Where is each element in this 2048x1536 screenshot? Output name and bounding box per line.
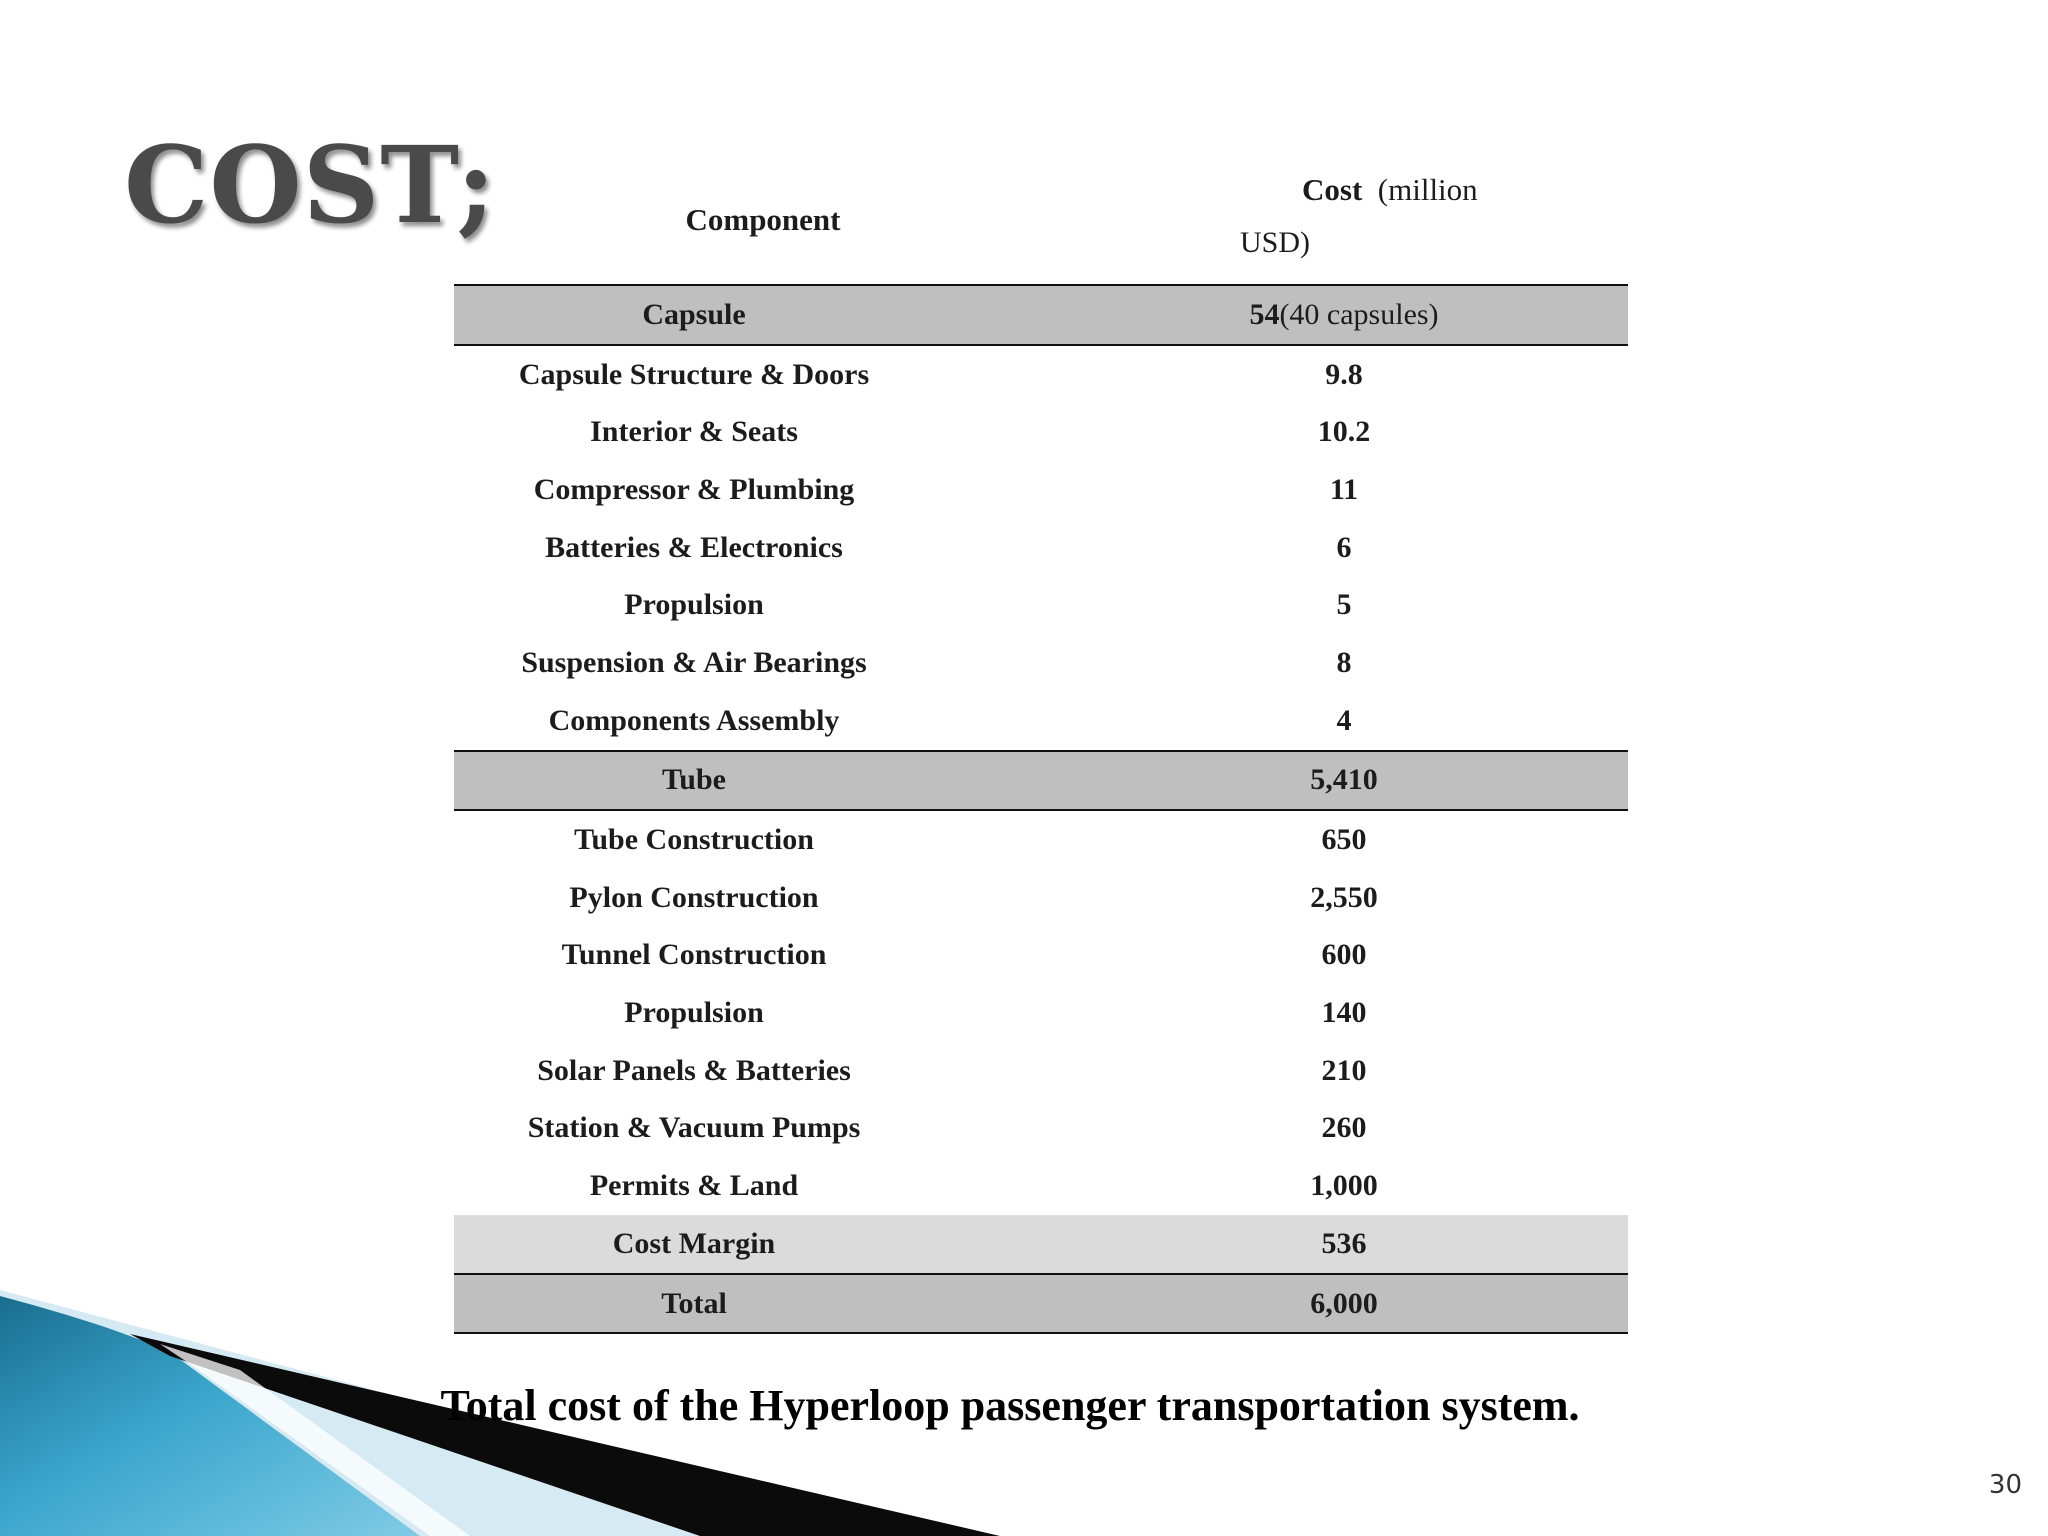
component-cell: Propulsion: [624, 996, 764, 1030]
component-cell: Capsule Structure & Doors: [518, 357, 870, 391]
cost-cell: 6: [1336, 530, 1352, 564]
cost-cell: 210: [1321, 1053, 1367, 1087]
component-cell: Tunnel Construction: [561, 938, 827, 972]
table-row: [454, 1273, 1628, 1335]
component-cell: Suspension & Air Bearings: [521, 645, 867, 679]
table-row: [454, 284, 1628, 346]
table-row: [454, 461, 1628, 519]
component-cell: Permits & Land: [589, 1169, 799, 1203]
cost-cell: 650: [1321, 823, 1367, 857]
cost-cell: 260: [1321, 1111, 1367, 1145]
cost-cell: 9.8: [1325, 357, 1363, 391]
cost-cell: 140: [1321, 996, 1367, 1030]
cost-cell: 6,000: [1310, 1286, 1378, 1320]
component-cell: Total: [661, 1286, 727, 1320]
page-number: 30: [1988, 1470, 2022, 1500]
header-cost-unit: (million: [1377, 172, 1478, 207]
cost-cell: 2,550: [1310, 880, 1378, 914]
component-cell: Interior & Seats: [590, 415, 798, 449]
table-row: [454, 984, 1628, 1042]
component-cell: Solar Panels & Batteries: [537, 1053, 851, 1087]
table-row: [454, 692, 1628, 750]
table-row: [454, 811, 1628, 869]
header-cost: [1302, 172, 1478, 208]
table-row: [454, 1042, 1628, 1100]
table-row: [454, 403, 1628, 461]
cost-cell: 4: [1336, 703, 1352, 737]
cost-value: 54: [1249, 297, 1280, 331]
table-row: [454, 634, 1628, 692]
table-row: [454, 750, 1628, 812]
cost-note: (40 capsules): [1279, 297, 1439, 331]
cost-cell: [1194, 286, 1494, 344]
component-cell: Tube Construction: [574, 823, 814, 857]
header-cost-unit-line2: USD): [1240, 226, 1311, 259]
table-body: [454, 284, 1628, 1334]
component-cell: Compressor & Plumbing: [533, 472, 855, 506]
cost-cell: 600: [1321, 938, 1367, 972]
component-cell: Cost Margin: [612, 1226, 776, 1260]
component-cell: Propulsion: [624, 588, 764, 622]
table-row: [454, 519, 1628, 577]
table-row: [454, 1215, 1628, 1273]
component-cell: Batteries & Electronics: [545, 530, 843, 564]
cost-cell: 536: [1321, 1226, 1367, 1260]
table-row: [454, 576, 1628, 634]
table-row: [454, 346, 1628, 404]
cost-cell: 1,000: [1310, 1169, 1378, 1203]
table-row: [454, 1100, 1628, 1158]
slide-title: COST;: [124, 122, 497, 247]
cost-cell: 5,410: [1310, 763, 1378, 797]
header-component: Component: [685, 202, 841, 237]
component-cell: Tube: [662, 763, 726, 797]
component-cell: Pylon Construction: [569, 880, 819, 914]
cost-cell: 8: [1336, 645, 1352, 679]
component-cell: Components Assembly: [548, 703, 840, 737]
cost-cell: 11: [1329, 472, 1359, 506]
cost-cell: 10.2: [1317, 415, 1371, 449]
table-caption: Total cost of the Hyperloop passenger transportation system.: [440, 1381, 1580, 1430]
table-row: [454, 1157, 1628, 1215]
header-cost-bold: Cost: [1302, 172, 1363, 207]
table-row: [454, 869, 1628, 927]
table-row: [454, 927, 1628, 985]
table-header: [454, 160, 1628, 284]
component-cell: Capsule: [642, 297, 746, 331]
component-cell: Station & Vacuum Pumps: [527, 1111, 861, 1145]
cost-cell: 5: [1336, 588, 1352, 622]
